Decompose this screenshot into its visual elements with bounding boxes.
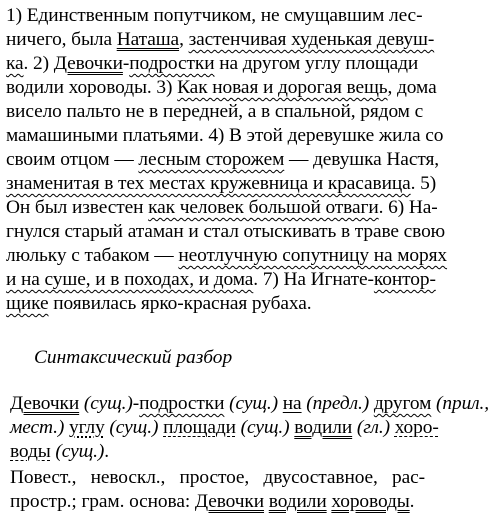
pos-label: (сущ.)	[79, 393, 133, 414]
text-line-8	[6, 172, 436, 196]
object-word: площади	[163, 417, 236, 438]
apposition-phrase: неотлучную сопутницу на морях	[178, 245, 448, 266]
predicate-word: хороводы	[331, 491, 410, 512]
apposition-phrase: застенчивая худенькая девуш-	[188, 29, 435, 50]
parse-line-4	[10, 466, 425, 490]
apposition-phrase: лесным сторожем	[138, 149, 285, 170]
predicate-word: водили	[268, 491, 327, 512]
parse-line-2	[10, 416, 439, 440]
text-line-5	[6, 100, 423, 124]
apposition-phrase: и на суше, и в походах, и дома	[6, 269, 254, 290]
text-span: .	[104, 441, 110, 462]
circumstance-word: углу	[69, 417, 105, 438]
pos-label: мест.)	[10, 417, 65, 438]
subject-word: Девочки	[194, 491, 265, 512]
subject-word: Наташа	[116, 29, 180, 50]
text-line-3	[6, 52, 418, 76]
text-span: своим отцом —	[6, 149, 139, 170]
object-word: воды	[10, 441, 51, 462]
text-line-12	[6, 268, 436, 292]
preposition-word: на	[282, 393, 302, 414]
text-span: . 2)	[23, 53, 54, 74]
subject-word: Девочки	[53, 53, 123, 74]
text-span: гнулся старый атаман и стал отыскивать в траве свою	[6, 221, 446, 242]
pos-label: (сущ.)	[50, 441, 105, 462]
text-span: люльку с табаком —	[6, 245, 179, 266]
text-line-4	[6, 76, 437, 100]
text-span: на другом углу площади	[214, 53, 419, 74]
text-span: появилась ярко-красная рубаха.	[48, 293, 312, 314]
object-word: хоро-	[394, 417, 439, 438]
text-line-2	[6, 28, 434, 52]
section-heading: Синтаксический разбор	[34, 347, 233, 368]
apposition-word: подростки	[139, 393, 225, 414]
text-span: Повест., невоскл., простое, двусоставное, рас-	[10, 467, 426, 488]
apposition-word: контор-	[373, 269, 436, 290]
apposition-phrase: Как новая и дорогая вещь	[177, 77, 388, 98]
text-span: простр.; грам. основа:	[10, 491, 195, 512]
text-span: Он был известен	[6, 197, 149, 218]
text-span: водили хороводы. 3)	[6, 77, 178, 98]
text-span: ничего, была	[6, 29, 117, 50]
text-span: 1) Единственным попутчиком, не смущавшим лес-	[6, 5, 423, 26]
text-span: -	[132, 393, 140, 414]
apposition-phrase: как человек большой отваги	[148, 197, 379, 218]
apposition-word: подростки	[129, 53, 215, 74]
text-span: . 7) На Игнате-	[253, 269, 374, 290]
apposition-phrase: ка	[6, 53, 24, 74]
text-span: -	[122, 53, 130, 74]
text-line-9	[6, 196, 438, 220]
text-line-6	[6, 124, 443, 148]
subject-word: Девочки	[10, 393, 80, 414]
parse-line-3	[10, 440, 109, 464]
pos-label: (сущ.)	[104, 417, 159, 438]
text-span: . 6) На-	[378, 197, 438, 218]
pos-label: (сущ.)	[235, 417, 290, 438]
text-line-7	[6, 148, 439, 172]
pos-label: (гл.)	[352, 417, 390, 438]
text-span: .	[409, 491, 415, 512]
predicate-word: водили	[294, 417, 353, 438]
parse-line-5	[10, 490, 414, 514]
parse-line-1	[10, 392, 489, 416]
attribute-word: другом	[373, 393, 432, 414]
text-span: висело пальто не в передней, а в спальной, рядом с	[6, 101, 424, 122]
apposition-word: щике	[6, 293, 49, 314]
text-span: мамашиными платьями. 4) В этой деревушке жила со	[6, 125, 444, 146]
pos-label: (сущ.)	[224, 393, 279, 414]
apposition-phrase: знаменитая в тех местах кружевница и красавица	[6, 173, 411, 194]
text-line-11	[6, 244, 447, 268]
text-line-1	[6, 4, 422, 28]
text-span: ,	[179, 29, 189, 50]
text-span: . 5)	[410, 173, 437, 194]
text-span: , дома	[387, 77, 437, 98]
pos-label: (предл.)	[301, 393, 370, 414]
text-span: — девушка Настя,	[284, 149, 440, 170]
text-line-13	[6, 292, 311, 316]
pos-label: (прил.,	[431, 393, 490, 414]
text-line-10	[6, 220, 445, 244]
